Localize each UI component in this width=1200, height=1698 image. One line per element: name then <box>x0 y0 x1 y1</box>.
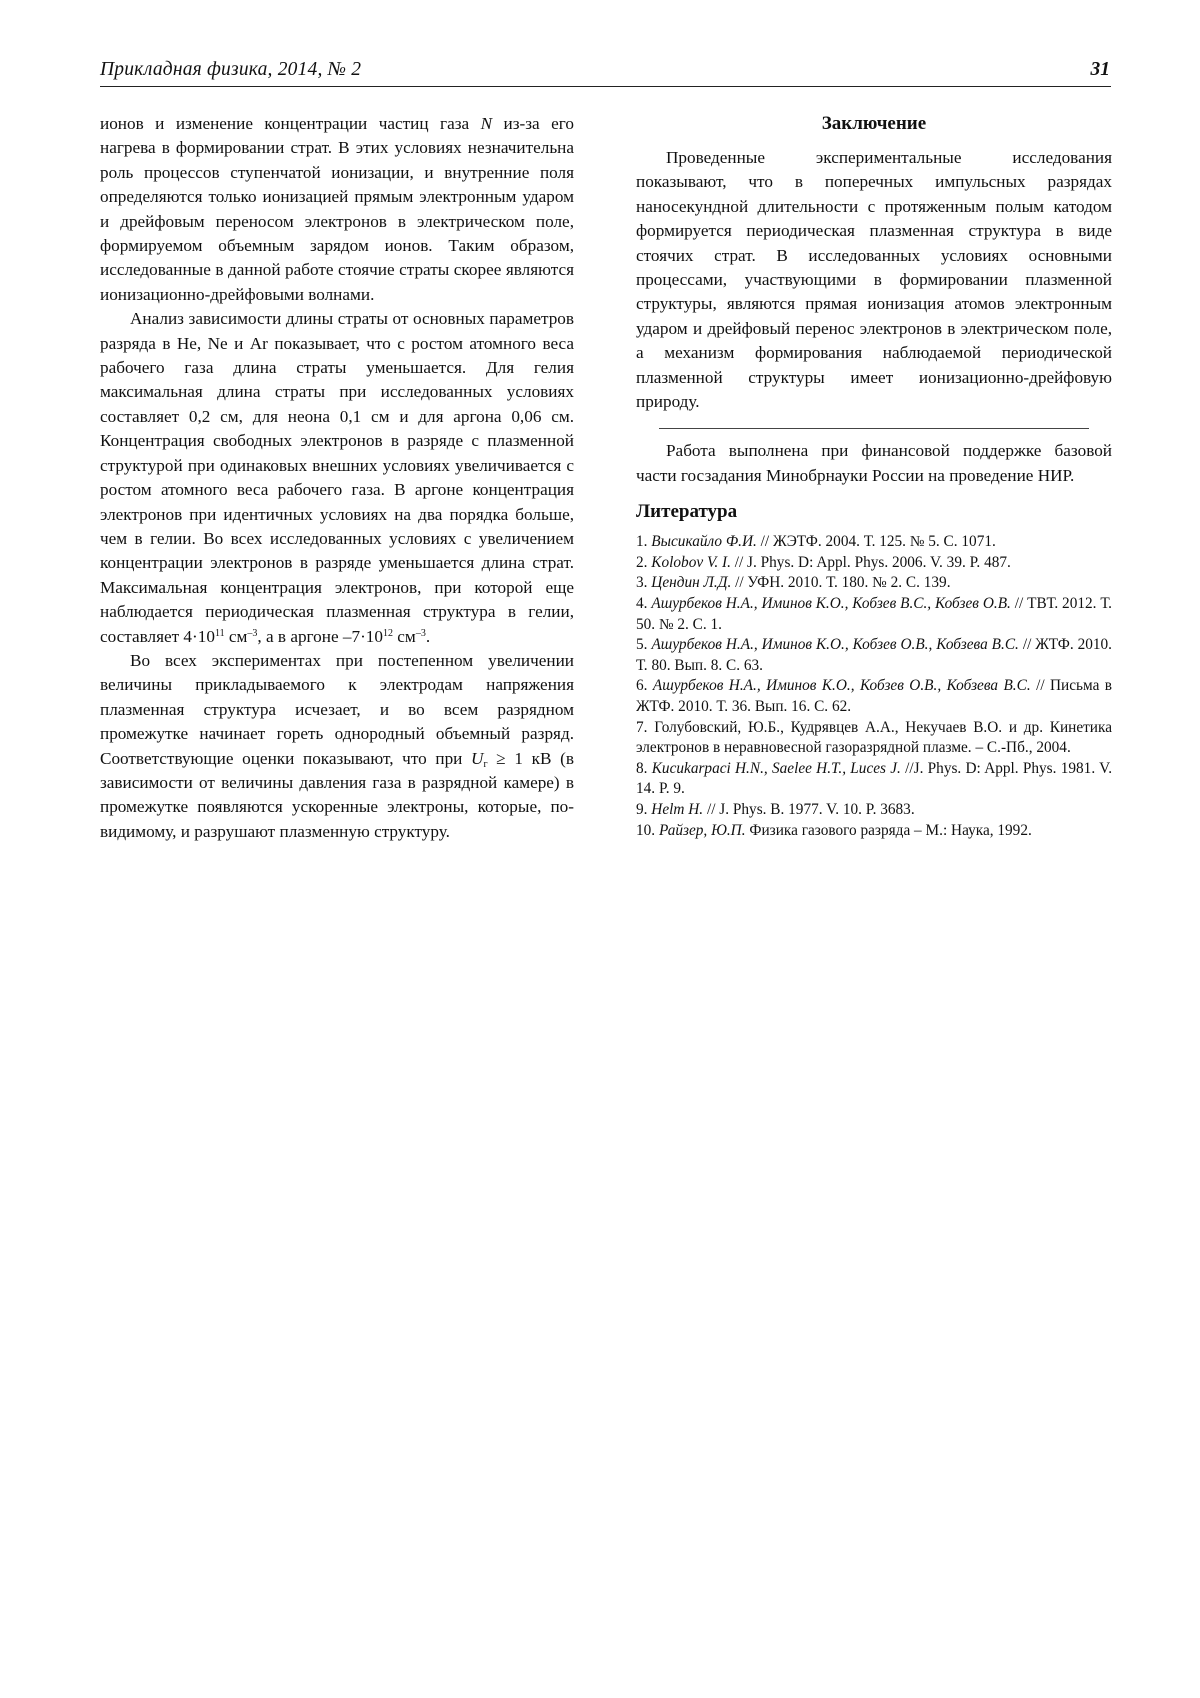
reference-authors: Kolobov V. I. <box>651 553 731 571</box>
reference-item <box>636 594 1112 635</box>
paragraph-2: Анализ зависимости длины страты от основных параметров разряда в He, Ne и Ar показывает, что с ростом атомного веса рабочего газа длина страты уменьшается. Для гелия максимальная длина страты при исследованных условиях составляет 0,2 см, для неона 0,1 см и для аргона 0,06 см. Концентрация свободных электронов в разряде с плазменной структурой при одинаковых внешних условиях увеличивается с ростом атомного веса рабочего газа. В аргоне концентрация электронов при идентичных условиях на два порядка больше, чем в гелии. Во всех исследованных условиях с увеличением концентрации электронов в разряде уменьшается длина страт. Максимальная концентрация электронов, при которой еще наблюдается периодическая плазменная структура в гелии, составляет $4\cdot 10^{11}$ $см^{-3}$, а в аргоне $-7\cdot 10^{12}$ $см^{-3}$. <box>100 309 574 646</box>
reference-item <box>636 821 1112 842</box>
running-header <box>100 58 1111 87</box>
reference-list <box>636 532 1112 841</box>
reference-authors: Цендин Л.Д. <box>651 574 732 592</box>
right-column <box>636 112 1112 841</box>
reference-source: Голубовский, Ю.Б., Кудрявцев А.А., Некучаев В.О. и др. Кинетика электронов в неравновесной газоразрядной плазме. – С.-Пб., 2004. <box>636 718 1112 757</box>
acknowledgment-paragraph: Работа выполнена при финансовой поддержке базовой части госзадания Минобрнауки России на проведение НИР. <box>636 441 1112 485</box>
reference-number: 4. <box>636 595 652 613</box>
reference-number: 5. <box>636 636 652 654</box>
reference-authors: Райзер, Ю.П. <box>658 821 746 839</box>
reference-authors: Ашурбеков Н.А., Иминов К.О., Кобзев О.В., Кобзева В.С. <box>651 636 1019 654</box>
reference-number: 10. <box>636 821 659 839</box>
left-column <box>100 112 574 844</box>
reference-number: 2. <box>636 553 652 571</box>
reference-item <box>636 532 1112 553</box>
reference-source: // ТВТ. 2012. Т. 50. № 2. С. 1. <box>636 595 1112 633</box>
reference-source: // ЖЭТФ. 2004. Т. 125. № 5. С. 1071. <box>756 533 996 551</box>
reference-item <box>636 553 1112 574</box>
conclusion-paragraph: Проведенные экспериментальные исследования показывают, что в поперечных импульсных разрядах наносекундной длительности с протяженным полым катодом формируется периодическая плазменная структура в виде стоячих страт. В исследованных условиях основными процессами, участвующими в формировании плазменной структуры, являются прямая ионизация атомов электронным ударом и дрейфовый перенос электронов в электрическом поле, а механизм формирования наблюдаемой периодической плазменной структуры имеет ионизационно-дрейфовую природу. <box>636 148 1112 412</box>
reference-item <box>636 800 1112 821</box>
reference-item <box>636 573 1112 594</box>
separator-line <box>659 428 1089 429</box>
reference-item <box>636 676 1112 717</box>
reference-source: Физика газового разряда – М.: Наука, 1992. <box>745 821 1032 839</box>
reference-source: //J. Phys. D: Appl. Phys. 1981. V. 14. P. 9. <box>636 759 1113 798</box>
reference-number: 3. <box>636 574 652 592</box>
reference-item <box>636 718 1112 759</box>
paragraph-3: Во всех экспериментах при постепенном увеличении величины прикладываемого к электродам напряжения плазменная структура исчезает, и во всем разрядном промежутке начинает гореть однородный объемный разряд. Соответствующие оценки показывают, что при $U_г \ge 1$ кВ (в зависимости от величины давления газа в разрядной камере) в промежутке появляются ускоренные электроны, которые, по-видимому, и разрушают плазменную структуру. <box>100 650 574 841</box>
reference-number: 1. <box>636 533 652 551</box>
symbol-n: N <box>480 114 493 133</box>
reference-number: 7. <box>636 718 655 736</box>
reference-authors: Ашурбеков Н.А., Иминов К.О., Кобзев О.В., Кобзева В.С. <box>652 677 1031 695</box>
reference-item <box>636 759 1112 800</box>
literature-heading: Литература <box>636 501 738 523</box>
reference-number: 6. <box>636 677 653 695</box>
symbol-u: U <box>471 748 484 768</box>
reference-authors: Ашурбеков Н.А., Иминов К.О., Кобзев В.С., Кобзев О.В. <box>651 595 1011 613</box>
reference-number: 8. <box>636 759 652 777</box>
reference-authors: Высикайло Ф.И. <box>651 533 757 551</box>
reference-source: // УФН. 2010. Т. 180. № 2. С. 139. <box>731 574 951 592</box>
conclusion-heading: Заключение <box>821 113 927 134</box>
reference-item <box>636 635 1112 676</box>
reference-source: // J. Phys. D: Appl. Phys. 2006. V. 39. P. 487. <box>730 553 1011 571</box>
reference-source: // Письма в ЖТФ. 2010. Т. 36. Вып. 16. С. 62. <box>636 677 1113 716</box>
journal-title: Прикладная физика, 2014, № 2 <box>100 59 362 80</box>
page-number: 31 <box>1090 59 1110 80</box>
reference-authors: Helm H. <box>651 801 704 818</box>
reference-authors: Kucukarpaci H.N., Saelee H.T., Luces J. <box>651 759 901 777</box>
reference-source: // J. Phys. B. 1977. V. 10. P. 3683. <box>703 801 915 818</box>
reference-number: 9. <box>636 801 652 818</box>
reference-source: // ЖТФ. 2010. Т. 80. Вып. 8. С. 63. <box>636 636 1113 674</box>
paragraph-1: ионов и изменение концентрации частиц газа N из-за его нагрева в формировании страт. В этих условиях незначительна роль процессов ступенчатой ионизации, и внутренние поля определяются только ионизацией прямым электронным ударом и дрейфовым переносом электронов в электрическом поле, формируемом объемным зарядом ионов. Таким образом, исследованные в данной работе стоячие страты скорее являются ионизационно-дрейфовыми волнами. <box>100 114 574 304</box>
